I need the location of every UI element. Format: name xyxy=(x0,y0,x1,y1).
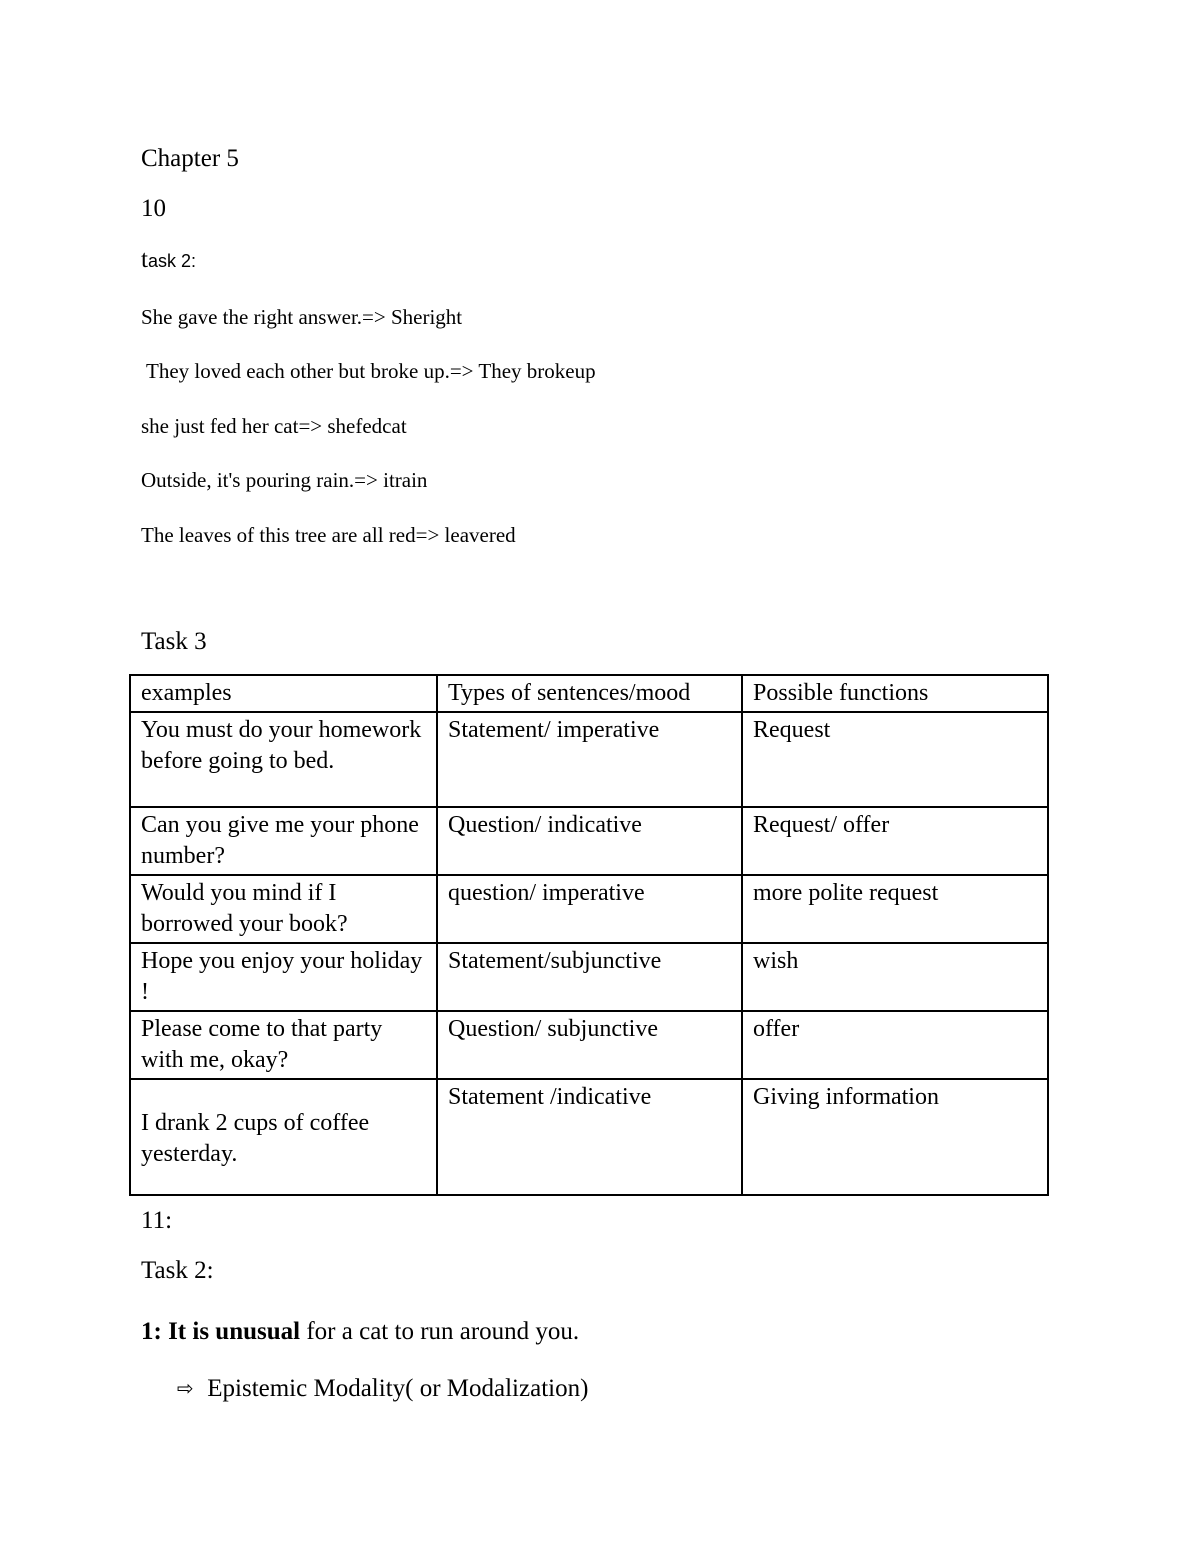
task2-label xyxy=(141,247,196,272)
cell-example: Hope you enjoy your holiday ! xyxy=(130,943,437,1011)
item-1-rest: for a cat to run around you. xyxy=(306,1318,580,1345)
item-1-number: 1: xyxy=(141,1318,162,1345)
cell-example: You must do your homework before going to bed. xyxy=(130,712,437,807)
cell-type: Question/ subjunctive xyxy=(437,1011,742,1079)
sentence-5: The leaves of this tree are all red=> leavered xyxy=(141,523,516,547)
item-1 xyxy=(141,1319,579,1344)
header-types: Types of sentences/mood xyxy=(437,675,742,712)
cell-example: Can you give me your phone number? xyxy=(130,807,437,875)
table-header-row xyxy=(130,675,1048,712)
sentence-3: she just fed her cat=> shefedcat xyxy=(141,414,407,438)
sentence-types-table xyxy=(129,674,1049,1196)
cell-type: question/ imperative xyxy=(437,875,742,943)
chapter-title: Chapter 5 xyxy=(141,145,239,172)
arrow-right-outline-icon: ⇨ xyxy=(177,1376,194,1400)
header-examples: examples xyxy=(130,675,437,712)
table-row xyxy=(130,1079,1048,1195)
task2-label-rest: ask 2: xyxy=(147,251,196,271)
section-11-label: 11: xyxy=(141,1207,173,1234)
table-row xyxy=(130,807,1048,875)
header-functions: Possible functions xyxy=(742,675,1048,712)
table-row xyxy=(130,943,1048,1011)
table-row xyxy=(130,1011,1048,1079)
table-row xyxy=(130,875,1048,943)
task2-label-first: t xyxy=(141,246,148,273)
task3-label: Task 3 xyxy=(141,628,207,655)
section-11-task-label: Task 2: xyxy=(141,1257,214,1284)
sentence-4: Outside, it's pouring rain.=> itrain xyxy=(141,468,428,492)
cell-function: offer xyxy=(742,1011,1048,1079)
item-1-answer xyxy=(177,1376,588,1401)
cell-type: Statement/subjunctive xyxy=(437,943,742,1011)
sentence-1: She gave the right answer.=> Sheright xyxy=(141,305,463,329)
table-row xyxy=(130,712,1048,807)
item-1-bold: It is unusual xyxy=(168,1318,301,1345)
cell-function: Giving information xyxy=(742,1079,1048,1195)
cell-type: Statement /indicative xyxy=(437,1079,742,1195)
cell-function: wish xyxy=(742,943,1048,1011)
cell-example: I drank 2 cups of coffee yesterday. xyxy=(130,1079,437,1195)
cell-type: Question/ indicative xyxy=(437,807,742,875)
cell-function: Request xyxy=(742,712,1048,807)
cell-example: Would you mind if I borrowed your book? xyxy=(130,875,437,943)
cell-function: Request/ offer xyxy=(742,807,1048,875)
cell-example: Please come to that party with me, okay? xyxy=(130,1011,437,1079)
item-1-answer-text: Epistemic Modality( or Modalization) xyxy=(207,1375,589,1402)
cell-function: more polite request xyxy=(742,875,1048,943)
cell-type: Statement/ imperative xyxy=(437,712,742,807)
sentence-2: They loved each other but broke up.=> They brokeup xyxy=(146,359,596,383)
section-number: 10 xyxy=(141,195,166,222)
